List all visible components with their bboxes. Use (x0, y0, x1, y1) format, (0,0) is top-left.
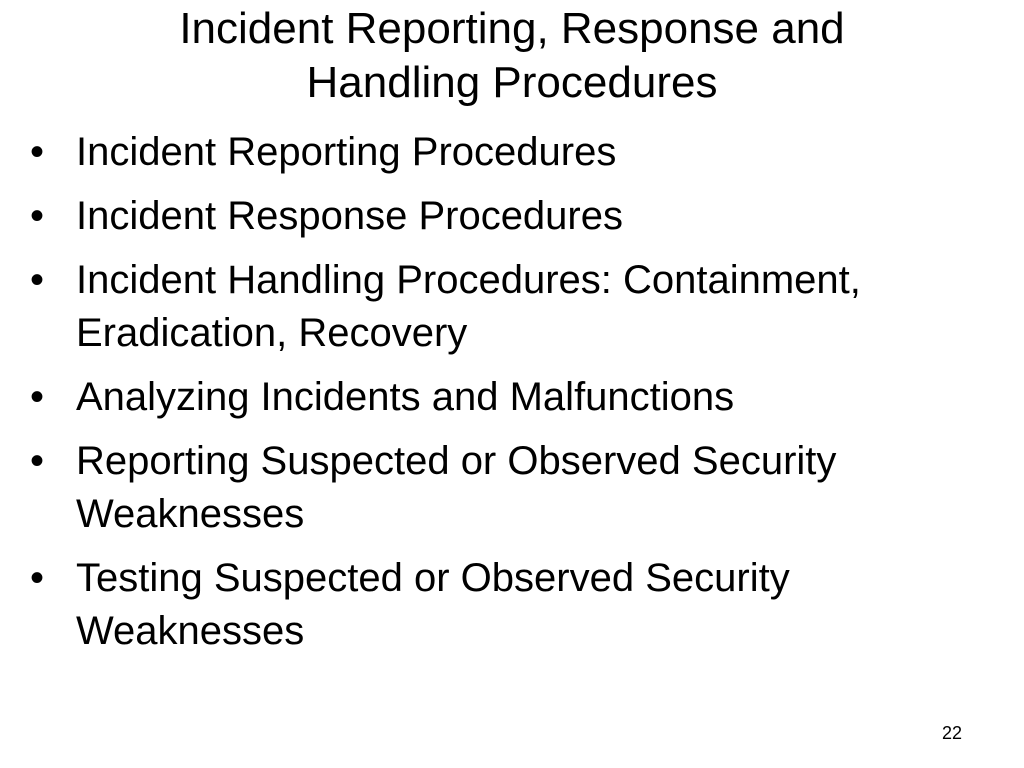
bullet-text: Testing Suspected or Observed Security Weaknesses (76, 556, 790, 653)
bullet-text: Analyzing Incidents and Malfunctions (76, 375, 735, 419)
bullet-list (30, 126, 990, 669)
bullet-text: Reporting Suspected or Observed Security Weaknesses (76, 439, 837, 536)
bullet-item (30, 190, 990, 243)
bullet-item (30, 371, 990, 424)
slide-title (62, 2, 962, 110)
bullet-item (30, 552, 990, 658)
slide-title-line-2: Handling Procedures (306, 58, 718, 107)
bullet-item (30, 126, 990, 179)
bullet-icon: • (30, 375, 45, 419)
bullet-text: Incident Reporting Procedures (76, 130, 617, 174)
bullet-icon: • (30, 194, 45, 238)
bullet-icon: • (30, 258, 45, 302)
bullet-icon: • (30, 556, 45, 600)
bullet-icon: • (30, 439, 45, 483)
bullet-item (30, 254, 990, 360)
bullet-text: Incident Handling Procedures: Containment, Eradication, Recovery (76, 258, 861, 355)
slide-title-line-1: Incident Reporting, Response and (179, 4, 845, 53)
bullet-text: Incident Response Procedures (76, 194, 623, 238)
bullet-icon: • (30, 130, 45, 174)
bullet-item (30, 435, 990, 541)
page-number: 22 (941, 723, 962, 743)
